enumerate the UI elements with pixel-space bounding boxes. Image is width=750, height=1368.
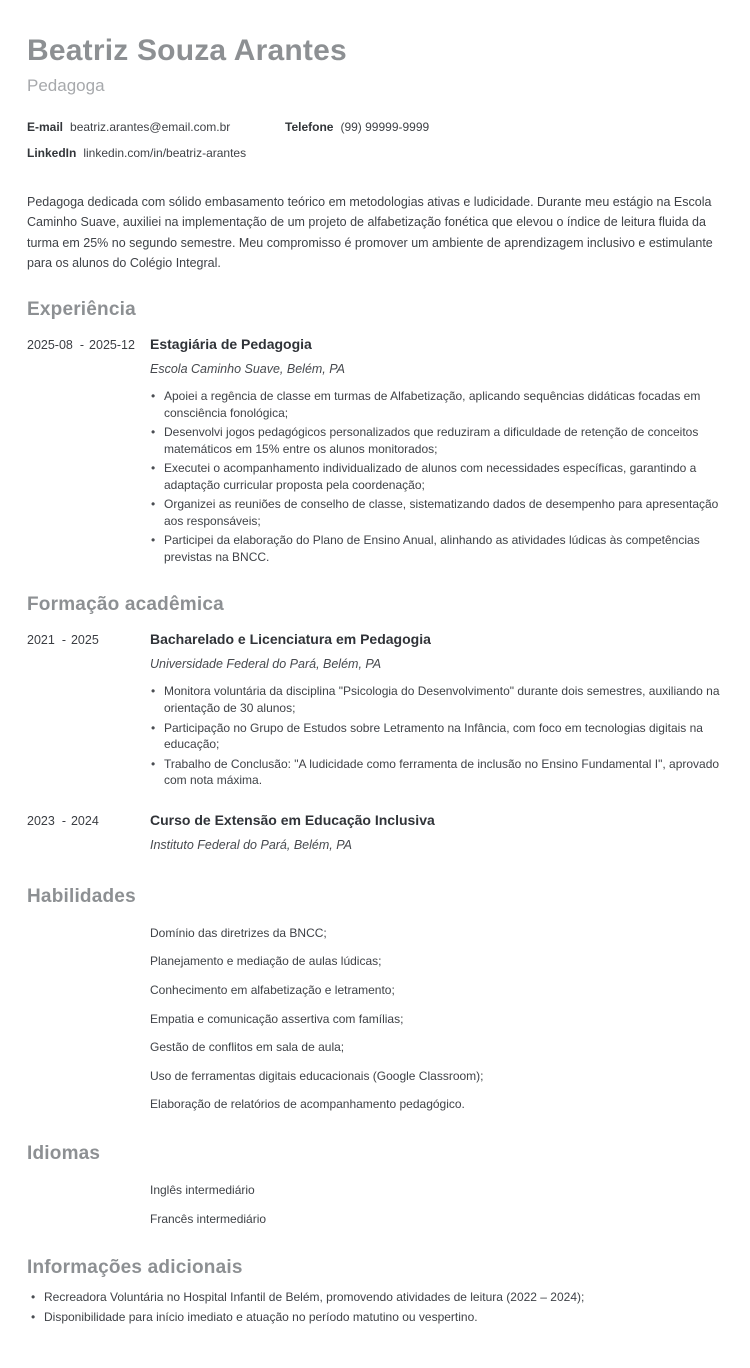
linkedin-value: linkedin.com/in/beatriz-arantes (83, 146, 247, 160)
degree-bullet-list (150, 683, 723, 788)
date-start: 2025-08 (27, 338, 73, 352)
education-entry-body (150, 631, 723, 791)
skills-list (150, 926, 723, 1113)
skills-heading: Habilidades (27, 885, 136, 907)
phone-value: (99) 99999-9999 (340, 120, 430, 134)
degree-bullet: • Monitora voluntária da disciplina "Psicologia do Desenvolvimento" durante dois semestres, auxiliando na orientação de 30 alunos; (150, 683, 723, 716)
additional-info-heading: Informações adicionais (27, 1257, 243, 1279)
job-bullet: • Desenvolvi jogos pedagógicos personalizados que reduziram a dificuldade de retenção de conceitos matemáticos em 15% entre os alunos monitorados; (150, 424, 723, 457)
education-entry (27, 812, 723, 852)
job-bullet-list (150, 388, 723, 565)
skill-item: Conhecimento em alfabetização e letramento; (150, 982, 395, 997)
language-item: Inglês intermediário (150, 1182, 255, 1197)
education-entry (27, 631, 723, 791)
section-skills (27, 886, 723, 1113)
date-separator: - (61, 633, 66, 648)
job-bullet: • Executei o acompanhamento individualizado de alunos com necessidades específicas, garantindo a adaptação curricular proposta pela coordenação; (150, 460, 723, 493)
email-label: E-mail (27, 120, 64, 134)
job-bullet: • Participei da elaboração do Plano de Ensino Anual, alinhando as atividades lúdicas às competências previstas na BNCC. (150, 532, 723, 565)
date-separator: - (61, 813, 66, 828)
contact-email (27, 120, 285, 134)
degree-title: Curso de Extensão em Educação Inclusiva (150, 811, 435, 828)
degree-institution: Universidade Federal do Pará, Belém, PA (150, 657, 382, 672)
additional-info-list (30, 1289, 723, 1325)
job-title: Estagiária de Pedagogia (150, 336, 312, 352)
date-end: 2024 (70, 813, 99, 828)
date-separator: - (79, 338, 85, 352)
degree-institution: Instituto Federal do Pará, Belém, PA (150, 837, 352, 852)
person-name: Beatriz Souza Arantes (27, 34, 347, 67)
contact-phone (285, 120, 723, 134)
education-dates (27, 631, 150, 791)
education-entry-body (150, 812, 723, 852)
skill-item: Gestão de conflitos em sala de aula; (150, 1040, 345, 1055)
person-job-title: Pedagoga (27, 76, 105, 95)
experience-entry (27, 336, 723, 568)
skill-item: Uso de ferramentas digitais educacionais (Google Classroom); (150, 1068, 484, 1083)
languages-list (150, 1183, 723, 1227)
degree-bullet: • Trabalho de Conclusão: "A ludicidade como ferramenta de inclusão no Ensino Fundamental I", aprovado com nota máxima. (150, 756, 723, 789)
section-experience (27, 299, 723, 568)
experience-entry-body (150, 336, 723, 568)
linkedin-label: LinkedIn (27, 146, 77, 160)
skill-item: Domínio das diretrizes da BNCC; (150, 925, 327, 940)
date-start: 2021 (27, 633, 55, 648)
section-additional-info (27, 1257, 723, 1325)
degree-title: Bacharelado e Licenciatura em Pedagogia (150, 631, 431, 648)
section-languages (27, 1143, 723, 1227)
contact-linkedin (27, 146, 723, 160)
email-value: beatriz.arantes@email.com.br (70, 120, 231, 134)
experience-dates (27, 336, 150, 568)
languages-heading: Idiomas (27, 1142, 101, 1164)
additional-info-item: • Disponibilidade para início imediato e atuação no período matutino ou vespertino. (30, 1309, 723, 1326)
additional-info-item: • Recreadora Voluntária no Hospital Infantil de Belém, promovendo atividades de leitura (2022 – 2024); (30, 1289, 723, 1306)
education-dates (27, 812, 150, 852)
skill-item: Elaboração de relatórios de acompanhamento pedagógico. (150, 1097, 465, 1112)
date-end: 2025 (70, 633, 99, 648)
experience-heading: Experiência (27, 299, 136, 320)
job-organization: Escola Caminho Suave, Belém, PA (150, 362, 346, 376)
section-education (27, 594, 723, 851)
language-item: Francês intermediário (150, 1211, 267, 1226)
degree-bullet: • Participação no Grupo de Estudos sobre Letramento na Infância, com foco em tecnologias digitais na educação; (150, 720, 723, 753)
job-bullet: • Apoiei a regência de classe em turmas de Alfabetização, aplicando sequências didáticas focadas em consciência fonológica; (150, 388, 723, 421)
contact-info (27, 120, 723, 160)
education-heading: Formação acadêmica (27, 594, 224, 616)
phone-label: Telefone (285, 120, 334, 134)
skill-item: Planejamento e mediação de aulas lúdicas; (150, 954, 382, 969)
job-bullet: • Organizei as reuniões de conselho de classe, sistematizando dados de desempenho para apresentação aos responsáveis; (150, 496, 723, 529)
date-end: 2025-12 (89, 338, 135, 352)
date-start: 2023 (27, 813, 55, 828)
skill-item: Empatia e comunicação assertiva com famílias; (150, 1011, 404, 1026)
profile-summary: Pedagoga dedicada com sólido embasamento teórico em metodologias ativas e ludicidade. Durante meu estágio na Escola Caminho Suave, auxiliei na implementação de um projeto de alfabetização fonética que elevou o índice de leitura fluida da turma em 25% no segundo semestre. Meu compromisso é promover um ambiente de aprendizagem inclusivo e estimulante para os alunos do Colégio Integral. (27, 195, 713, 270)
